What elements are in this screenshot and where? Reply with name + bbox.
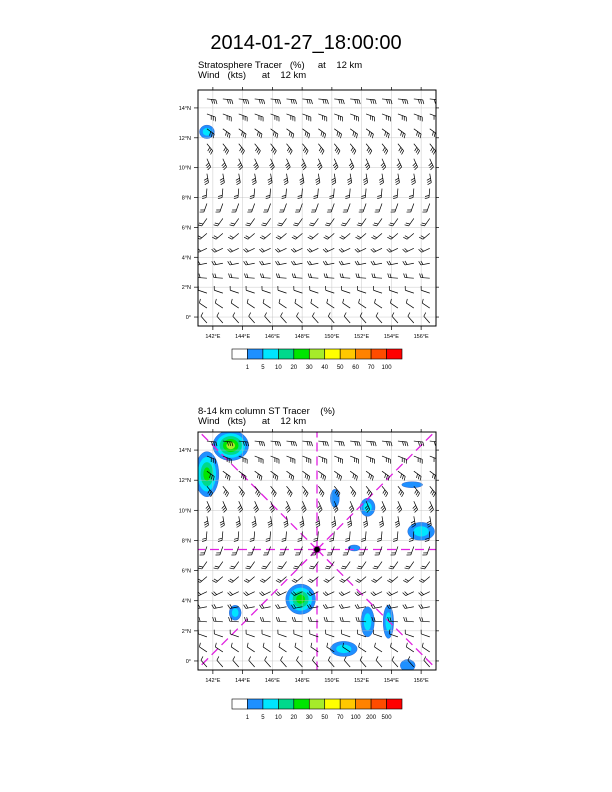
colorbar-swatch xyxy=(278,349,293,359)
y-tick-label: 14°N xyxy=(178,448,191,455)
x-tick-label: 148°E xyxy=(294,334,310,340)
colorbar-label: 30 xyxy=(305,715,313,721)
colorbar-swatch xyxy=(247,349,262,359)
y-tick-label: 12°N xyxy=(178,478,191,485)
tracer-contour-level-2 xyxy=(336,645,351,654)
x-tick-label: 154°E xyxy=(383,334,399,340)
y-tick-label: 0° xyxy=(185,315,191,322)
colorbar-label: 5 xyxy=(261,365,265,371)
colorbar-label: 30 xyxy=(305,365,313,371)
colorbar-swatch xyxy=(263,349,278,359)
colorbar-label: 50 xyxy=(321,715,329,721)
colorbar-label: 200 xyxy=(366,715,377,721)
colorbar-swatch xyxy=(387,699,402,709)
panel-1-subtitle-line2: Wind (kts) at 12 km xyxy=(198,70,307,81)
colorbar-swatch xyxy=(232,349,247,359)
colorbar-label: 10 xyxy=(275,715,282,721)
colorbar-swatch xyxy=(356,349,371,359)
tracer-region xyxy=(360,498,375,516)
colorbar-swatch xyxy=(340,349,355,359)
colorbar-swatch xyxy=(387,349,402,359)
y-tick-label: 2°N xyxy=(181,628,191,635)
colorbar-swatch xyxy=(340,699,355,709)
colorbar-label: 20 xyxy=(290,715,298,721)
panel-1-subtitle-line1: Stratosphere Tracer (%) at 12 km xyxy=(198,60,363,71)
x-tick-label: 154°E xyxy=(383,678,399,684)
x-tick-label: 144°E xyxy=(235,678,251,684)
colorbar-swatch xyxy=(371,349,386,359)
x-tick-label: 152°E xyxy=(354,678,370,684)
tracer-contour-level-2 xyxy=(232,609,239,618)
y-tick-label: 4°N xyxy=(181,598,191,605)
colorbar-label: 500 xyxy=(381,715,392,721)
colorbar-swatch xyxy=(325,349,340,359)
colorbar-label: 100 xyxy=(381,365,392,371)
plot-area xyxy=(196,90,440,326)
colorbar-swatch xyxy=(309,699,324,709)
x-tick-label: 142°E xyxy=(205,334,221,340)
y-tick-label: 2°N xyxy=(181,285,191,292)
tracer-contour-level-4 xyxy=(296,595,305,604)
colorbar-swatch xyxy=(263,699,278,709)
x-tick-label: 142°E xyxy=(205,678,221,684)
x-tick-label: 150°E xyxy=(324,334,340,340)
colorbar-swatch xyxy=(356,699,371,709)
colorbar-label: 20 xyxy=(290,365,298,371)
x-tick-label: 150°E xyxy=(324,678,340,684)
colorbar-label: 70 xyxy=(336,715,344,721)
y-tick-label: 0° xyxy=(185,658,191,665)
y-tick-label: 4°N xyxy=(181,255,191,262)
y-tick-label: 12°N xyxy=(178,135,191,142)
y-tick-label: 14°N xyxy=(178,105,191,112)
colorbar-label: 40 xyxy=(321,365,329,371)
tracer-contour-level-4 xyxy=(203,467,210,481)
colorbar-label: 70 xyxy=(367,365,375,371)
y-tick-label: 8°N xyxy=(181,195,191,202)
y-tick-label: 8°N xyxy=(181,538,191,545)
colorbar-label: 50 xyxy=(336,365,344,371)
colorbar-swatch xyxy=(371,699,386,709)
colorbar xyxy=(232,349,402,371)
x-tick-label: 152°E xyxy=(354,334,370,340)
colorbar-swatch xyxy=(294,349,309,359)
y-tick-label: 10°N xyxy=(178,165,191,172)
chart-title: 2014-01-27_18:00:00 xyxy=(210,32,402,54)
wind-barb-feather xyxy=(439,100,440,104)
y-tick-label: 10°N xyxy=(178,508,191,515)
colorbar-swatch xyxy=(309,349,324,359)
y-tick-label: 6°N xyxy=(181,225,191,232)
tracer-region xyxy=(199,125,214,138)
x-tick-label: 146°E xyxy=(264,334,280,340)
colorbar-swatch xyxy=(278,699,293,709)
wind-barb-feather xyxy=(439,442,440,446)
colorbar-swatch xyxy=(294,699,309,709)
colorbar-swatch xyxy=(232,699,247,709)
colorbar-label: 60 xyxy=(352,365,359,371)
x-tick-label: 156°E xyxy=(413,678,429,684)
colorbar-label: 5 xyxy=(261,715,265,721)
colorbar-label: 1 xyxy=(245,715,250,721)
panel-2-map-chart xyxy=(0,400,612,740)
x-tick-label: 144°E xyxy=(235,334,251,340)
colorbar xyxy=(232,699,402,721)
tracer-region xyxy=(402,482,423,488)
tracer-contour-level-1 xyxy=(402,482,423,488)
colorbar-label: 100 xyxy=(350,715,361,721)
panel-2-subtitle-line2: Wind (kts) at 12 km xyxy=(198,416,307,427)
x-tick-label: 146°E xyxy=(264,678,280,684)
tracer-region xyxy=(195,452,219,497)
plot-area xyxy=(0,400,612,740)
wind-barb-feather xyxy=(437,100,438,104)
x-tick-label: 148°E xyxy=(294,678,310,684)
tracer-region xyxy=(286,584,316,614)
colorbar-swatch xyxy=(247,699,262,709)
colorbar-label: 10 xyxy=(275,365,282,371)
colorbar-label: 1 xyxy=(245,365,250,371)
x-tick-label: 156°E xyxy=(413,334,429,340)
panel-2-subtitle-line1: 8-14 km column ST Tracer (%) xyxy=(198,406,336,417)
colorbar-swatch xyxy=(325,699,340,709)
y-tick-label: 6°N xyxy=(181,568,191,575)
wind-barb-feather xyxy=(437,442,438,446)
